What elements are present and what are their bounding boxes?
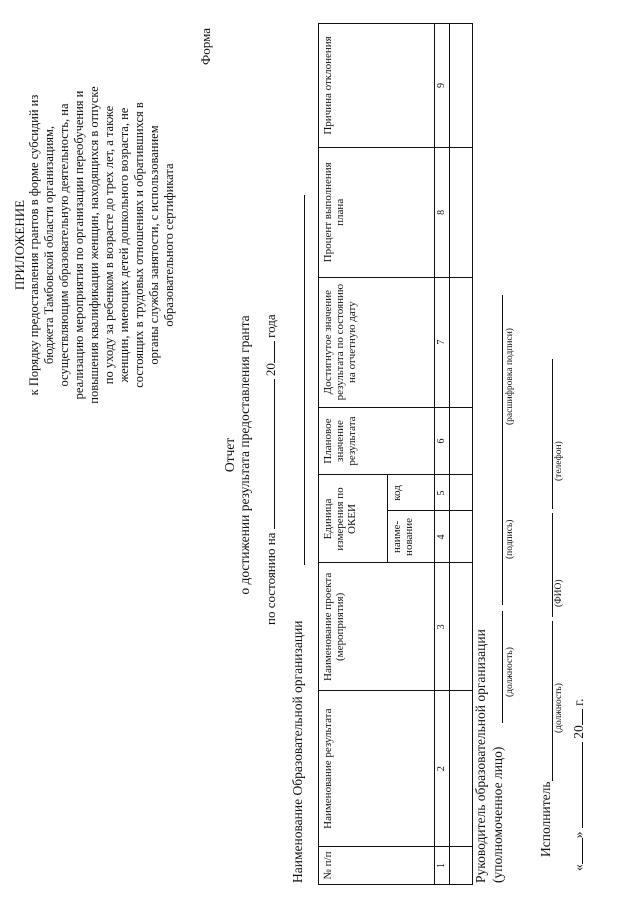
as-of-date-field[interactable]: [262, 379, 275, 529]
table-cell[interactable]: [450, 24, 473, 148]
date-close: »: [571, 831, 586, 839]
col-number: 5: [435, 475, 450, 511]
table-cell[interactable]: [450, 847, 473, 885]
table-row: [450, 24, 473, 885]
date-year: 20: [571, 725, 586, 739]
col-number: 4: [435, 511, 450, 563]
table-number-row: [435, 24, 450, 885]
date-line: [570, 698, 587, 871]
annex-line: состоящих в трудовых отношениях и обратившихся в: [132, 102, 146, 388]
year-field[interactable]: [262, 341, 275, 363]
head-line1: Руководитель образовательной организации: [473, 629, 488, 883]
head-signature-field[interactable]: [502, 495, 503, 605]
report-title-block: [222, 255, 252, 655]
table-cell[interactable]: [450, 475, 473, 511]
head-position-field[interactable]: [502, 611, 503, 723]
annex-line: повышения квалификации женщин, находящихся в отпуске: [87, 86, 101, 404]
year-prefix: 20: [263, 363, 278, 377]
as-of-prefix: по состоянию на: [263, 532, 278, 625]
cap-position: (должность): [505, 647, 515, 697]
table-cell[interactable]: [450, 691, 473, 847]
header-unit: Единица измерения по ОКЕИ: [319, 475, 388, 563]
cap-decode: (расшифровка подписи): [505, 328, 515, 425]
annex-line: к Порядку предоставления грантов в форме субсидий из: [27, 94, 41, 396]
header-achieved: Достигнутое значение результата по состоянию на отчетную дату: [319, 277, 435, 407]
executor-position-field[interactable]: [552, 621, 553, 781]
cap-signature: (подпись): [505, 519, 515, 559]
col-number: 3: [435, 563, 450, 691]
year-suffix: года: [263, 314, 278, 338]
form-label: Форма: [198, 28, 213, 65]
date-month-field[interactable]: [570, 742, 583, 828]
header-num: № п/п: [319, 847, 435, 885]
annex-line: по уходу за ребенком в возрасте до трех лет, а также: [102, 105, 116, 385]
table-cell[interactable]: [450, 511, 473, 563]
header-project: Наименование проекта (мероприятия): [319, 563, 435, 691]
org-name-field[interactable]: [304, 195, 305, 565]
table-cell[interactable]: [450, 147, 473, 277]
cap-position2: (должность): [554, 683, 564, 733]
results-table: [318, 23, 473, 885]
col-number: 7: [435, 277, 450, 407]
table-header-row: [319, 24, 388, 885]
annex-title: ПРИЛОЖЕНИЕ: [12, 199, 27, 291]
col-number: 1: [435, 847, 450, 885]
header-unit-code: код: [388, 475, 435, 511]
org-name-label: Наименование Образовательной организации: [290, 620, 305, 883]
header-percent: Процент выполнения плана: [319, 147, 435, 277]
col-number: 8: [435, 147, 450, 277]
head-decode-field[interactable]: [502, 295, 503, 495]
header-reason: Причина отклонения: [319, 24, 435, 148]
annex-header: [12, 15, 177, 475]
executor-fio-field[interactable]: [552, 513, 553, 617]
annex-line: органы службы занятости, с использованием: [147, 125, 161, 365]
col-number: 6: [435, 407, 450, 475]
date-open: «: [571, 864, 586, 871]
executor-phone-field[interactable]: [552, 359, 553, 509]
col-number: 2: [435, 691, 450, 847]
header-unit-name: наиме-нование: [388, 511, 435, 563]
report-subtitle: о достижении результата предоставления гранта: [237, 315, 252, 595]
col-number: 9: [435, 24, 450, 148]
annex-line: бюджета Тамбовской области организациям,: [42, 125, 56, 365]
date-year-field[interactable]: [570, 709, 583, 725]
annex-line: женщин, имеющих детей дошкольного возраста, не: [117, 107, 131, 383]
date-suffix: г.: [571, 698, 586, 706]
head-label: [472, 629, 506, 883]
annex-line: осуществляющим образовательную деятельность, на: [57, 103, 71, 387]
date-day-field[interactable]: [570, 838, 583, 864]
report-title: Отчет: [222, 437, 237, 473]
cap-fio: (ФИО): [554, 579, 564, 607]
table-cell[interactable]: [450, 277, 473, 407]
header-planned: Плановое значение результата: [319, 407, 435, 475]
cap-phone: (телефон): [554, 441, 564, 481]
table-cell[interactable]: [450, 563, 473, 691]
annex-line: образовательного сертификата: [162, 163, 176, 327]
header-result: Наименование результата: [319, 691, 435, 847]
head-line2: (уполномоченное лицо): [490, 746, 505, 883]
executor-label: Исполнитель: [538, 781, 553, 857]
table-cell[interactable]: [450, 407, 473, 475]
annex-line: реализацию мероприятия по организации переобучения и: [72, 90, 86, 400]
report-as-of: [262, 314, 279, 625]
